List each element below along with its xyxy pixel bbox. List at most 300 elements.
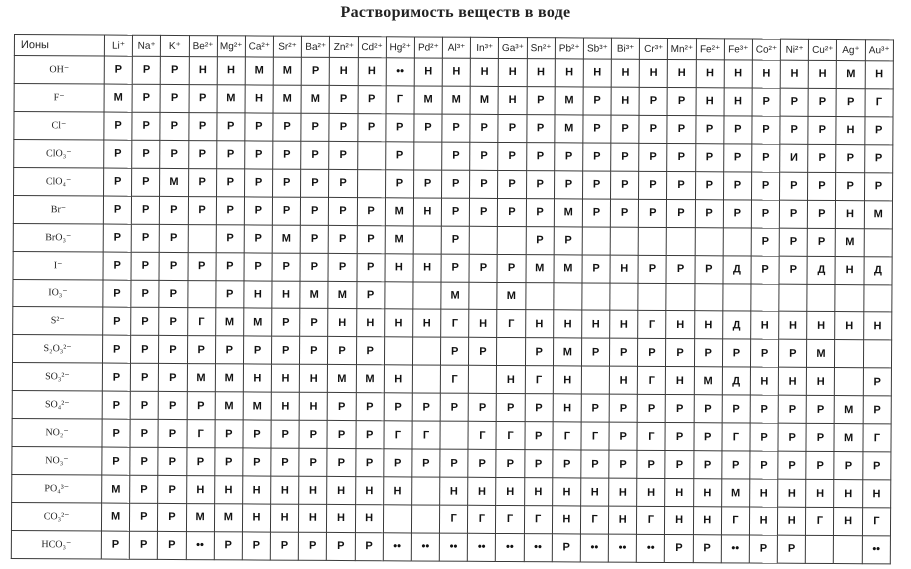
solubility-cell: Р	[132, 112, 160, 140]
cation-header: K⁺	[161, 35, 189, 56]
solubility-cell: Р	[863, 396, 892, 424]
solubility-cell: М	[835, 396, 863, 424]
solubility-cell: М	[300, 281, 328, 309]
solubility-cell: И	[780, 144, 808, 172]
solubility-cell: Н	[693, 507, 721, 535]
solubility-cell: Р	[385, 142, 413, 170]
solubility-cell: М	[328, 365, 356, 393]
solubility-cell: Р	[468, 394, 496, 422]
solubility-cell: Р	[301, 113, 329, 141]
solubility-cell: Р	[695, 171, 723, 199]
solubility-cell: Р	[356, 393, 384, 421]
solubility-cell: Г	[638, 311, 666, 339]
solubility-cell: Р	[130, 419, 158, 447]
solubility-cell: Р	[101, 531, 129, 559]
solubility-cell: Р	[834, 452, 862, 480]
solubility-cell: Н	[442, 58, 470, 86]
solubility-cell: Н	[665, 479, 693, 507]
solubility-cell: Р	[355, 449, 383, 477]
solubility-cell: Р	[723, 144, 751, 172]
solubility-cell: Н	[413, 198, 441, 226]
solubility-cell: Р	[667, 115, 695, 143]
solubility-cell: Р	[806, 396, 834, 424]
cation-header: Ba²⁺	[302, 36, 330, 57]
solubility-cell: Н	[242, 504, 270, 532]
solubility-cell: Р	[328, 253, 356, 281]
solubility-cell: Р	[102, 419, 130, 447]
solubility-cell: Р	[356, 281, 384, 309]
solubility-cell: Р	[244, 169, 272, 197]
solubility-cell: Н	[696, 60, 724, 88]
solubility-cell: Р	[189, 85, 217, 113]
solubility-cell: Н	[749, 507, 777, 535]
solubility-cell: Р	[216, 280, 244, 308]
solubility-cell: Р	[298, 532, 326, 560]
anion-label: IO₃⁻	[13, 279, 103, 307]
solubility-cell: М	[807, 340, 835, 368]
solubility-cell: Р	[384, 449, 412, 477]
cation-header: Ag⁺	[837, 40, 865, 61]
solubility-cell: Р	[441, 337, 469, 365]
solubility-cell: Р	[526, 226, 554, 254]
solubility-cell: М	[186, 504, 214, 532]
solubility-cell: Р	[694, 339, 722, 367]
solubility-cell: Н	[525, 310, 553, 338]
solubility-cell: М	[837, 61, 865, 89]
solubility-cell: Р	[384, 393, 412, 421]
solubility-cell: Р	[271, 448, 299, 476]
cation-header: Li⁺	[104, 35, 132, 56]
solubility-cell: Р	[639, 199, 667, 227]
solubility-cell: Р	[864, 172, 893, 200]
solubility-cell: Р	[132, 196, 160, 224]
solubility-cell: Н	[384, 309, 412, 337]
solubility-cell: Н	[271, 476, 299, 504]
solubility-cell: Г	[441, 310, 469, 338]
solubility-cell: Р	[498, 170, 526, 198]
solubility-cell: Р	[693, 535, 721, 563]
anion-label: Br⁻	[13, 195, 103, 223]
solubility-cell: Р	[722, 395, 750, 423]
solubility-cell: Р	[497, 254, 525, 282]
solubility-cell: ••	[439, 533, 467, 561]
solubility-cell	[806, 535, 834, 563]
solubility-cell: Н	[807, 312, 835, 340]
solubility-cell: Р	[470, 142, 498, 170]
solubility-cell: Р	[243, 420, 271, 448]
solubility-cell: Р	[159, 364, 187, 392]
solubility-cell: Н	[750, 367, 778, 395]
anion-label: I⁻	[13, 251, 103, 279]
cation-header: Pd²⁺	[414, 37, 442, 58]
solubility-cell: Р	[695, 255, 723, 283]
cation-header: Fe²⁺	[696, 39, 724, 60]
solubility-cell: Н	[271, 392, 299, 420]
solubility-cell: Н	[609, 478, 637, 506]
solubility-cell: Р	[215, 420, 243, 448]
cation-header: Zn²⁺	[330, 36, 358, 57]
solubility-cell: Р	[750, 451, 778, 479]
solubility-cell: ••	[386, 58, 414, 86]
solubility-cell: Н	[778, 479, 806, 507]
solubility-cell: Р	[216, 168, 244, 196]
solubility-cell: Р	[778, 451, 806, 479]
solubility-cell: Р	[271, 420, 299, 448]
solubility-cell: Н	[836, 116, 864, 144]
solubility-cell: Р	[214, 532, 242, 560]
solubility-cell: Р	[357, 197, 385, 225]
solubility-cell: Р	[497, 394, 525, 422]
solubility-cell: Р	[130, 475, 158, 503]
solubility-cell: Р	[723, 200, 751, 228]
solubility-cell: Р	[243, 336, 271, 364]
solubility-cell: Н	[668, 59, 696, 87]
solubility-cell: Р	[609, 422, 637, 450]
solubility-cell	[667, 227, 695, 255]
solubility-cell: Р	[836, 144, 864, 172]
solubility-cell: Р	[611, 143, 639, 171]
solubility-cell: Р	[808, 88, 836, 116]
solubility-cell: Г	[721, 507, 749, 535]
solubility-cell: Р	[244, 197, 272, 225]
solubility-cell: Р	[102, 391, 130, 419]
solubility-cell: Р	[610, 199, 638, 227]
solubility-cell: Р	[695, 116, 723, 144]
cation-header: Mg²⁺	[217, 36, 245, 57]
solubility-cell: Р	[216, 196, 244, 224]
solubility-cell: Р	[667, 199, 695, 227]
solubility-cell: Г	[638, 367, 666, 395]
solubility-cell: Р	[412, 449, 440, 477]
solubility-cell: Н	[836, 200, 864, 228]
solubility-cell	[807, 284, 835, 312]
solubility-cell: Р	[836, 88, 864, 116]
solubility-cell: Д	[722, 311, 750, 339]
solubility-cell: Р	[188, 112, 216, 140]
solubility-cell: Н	[724, 88, 752, 116]
solubility-cell	[412, 365, 440, 393]
solubility-cell: Р	[132, 56, 160, 84]
solubility-cell: Р	[469, 254, 497, 282]
solubility-cell: Р	[130, 447, 158, 475]
solubility-cell: Р	[751, 256, 779, 284]
solubility-cell: М	[834, 424, 862, 452]
solubility-cell: ••	[608, 534, 636, 562]
solubility-cell: Р	[553, 450, 581, 478]
solubility-cell: Н	[611, 59, 639, 87]
solubility-cell: Н	[527, 59, 555, 87]
solubility-cell: Р	[496, 450, 524, 478]
solubility-cell: Р	[102, 447, 130, 475]
solubility-cell: Р	[666, 255, 694, 283]
solubility-cell: Г	[865, 89, 894, 117]
anion-label: ClO₄⁻	[14, 167, 104, 195]
solubility-cell: Р	[609, 450, 637, 478]
solubility-cell: Н	[328, 309, 356, 337]
solubility-cell: Н	[639, 59, 667, 87]
solubility-cell: Р	[412, 393, 440, 421]
solubility-cell	[414, 142, 442, 170]
solubility-cell: Р	[329, 197, 357, 225]
anion-label: PO₄³⁻	[12, 475, 102, 503]
solubility-cell: Г	[722, 423, 750, 451]
cation-header: Na⁺	[133, 35, 161, 56]
solubility-cell: М	[385, 197, 413, 225]
solubility-cell: Н	[385, 253, 413, 281]
solubility-cell: Р	[583, 87, 611, 115]
solubility-cell: Р	[243, 448, 271, 476]
solubility-cell: ••	[721, 535, 749, 563]
solubility-cell: Н	[440, 477, 468, 505]
solubility-cell: Р	[498, 142, 526, 170]
anion-label: S²⁻	[13, 307, 103, 335]
solubility-cell: Р	[386, 114, 414, 142]
solubility-cell: Р	[299, 448, 327, 476]
solubility-cell: Р	[526, 115, 554, 143]
solubility-cell: Р	[329, 85, 357, 113]
solubility-cell: Р	[524, 450, 552, 478]
solubility-cell: Н	[524, 478, 552, 506]
solubility-cell: Н	[299, 504, 327, 532]
solubility-cell: Р	[525, 338, 553, 366]
solubility-cell: Р	[301, 141, 329, 169]
solubility-cell: Р	[666, 395, 694, 423]
solubility-cell: Р	[300, 309, 328, 337]
solubility-cell: Н	[413, 254, 441, 282]
solubility-cell	[554, 282, 582, 310]
solubility-cell	[384, 337, 412, 365]
solubility-cell: Р	[723, 172, 751, 200]
solubility-cell: Н	[272, 281, 300, 309]
solubility-cell: Р	[301, 197, 329, 225]
solubility-cell: Н	[383, 477, 411, 505]
solubility-cell	[638, 283, 666, 311]
solubility-cell: Р	[780, 172, 808, 200]
solubility-cell: Н	[300, 365, 328, 393]
solubility-cell: Р	[186, 448, 214, 476]
solubility-table	[11, 34, 894, 564]
solubility-cell: Н	[552, 478, 580, 506]
solubility-cell: Р	[667, 87, 695, 115]
solubility-cell: М	[301, 85, 329, 113]
solubility-cell: Г	[496, 505, 524, 533]
solubility-cell: Н	[299, 393, 327, 421]
cation-header: Ni²⁺	[780, 39, 808, 60]
solubility-cell: Р	[300, 225, 328, 253]
solubility-cell: М	[385, 225, 413, 253]
cation-header: Sb³⁺	[583, 38, 611, 59]
solubility-cell: Н	[637, 478, 665, 506]
solubility-cell	[412, 477, 440, 505]
solubility-cell	[412, 337, 440, 365]
solubility-cell: Р	[158, 392, 186, 420]
solubility-cell: Р	[270, 532, 298, 560]
solubility-cell: Р	[468, 449, 496, 477]
solubility-cell: Р	[131, 252, 159, 280]
solubility-cell: Р	[780, 116, 808, 144]
solubility-cell: М	[243, 392, 271, 420]
solubility-cell: Н	[497, 366, 525, 394]
solubility-cell: Р	[469, 338, 497, 366]
solubility-cell: Р	[187, 392, 215, 420]
solubility-cell: Р	[132, 84, 160, 112]
solubility-cell	[357, 141, 385, 169]
solubility-cell: М	[101, 503, 129, 531]
solubility-cell: Р	[130, 364, 158, 392]
cation-header: Ga³⁺	[499, 37, 527, 58]
solubility-cell: Р	[327, 421, 355, 449]
solubility-cell: Р	[665, 534, 693, 562]
solubility-cell: Р	[132, 140, 160, 168]
solubility-cell: М	[272, 225, 300, 253]
solubility-cell: Н	[553, 310, 581, 338]
solubility-cell: Н	[384, 365, 412, 393]
solubility-cell: Р	[665, 451, 693, 479]
solubility-cell: М	[356, 365, 384, 393]
solubility-cell: Р	[131, 308, 159, 336]
solubility-cell: Р	[751, 200, 779, 228]
solubility-cell: Р	[777, 535, 805, 563]
solubility-cell: М	[554, 254, 582, 282]
solubility-cell: Р	[695, 143, 723, 171]
solubility-cell	[694, 283, 722, 311]
solubility-cell: Р	[272, 309, 300, 337]
solubility-cell: Р	[102, 363, 130, 391]
solubility-cell: Н	[609, 366, 637, 394]
solubility-cell: Н	[750, 479, 778, 507]
solubility-cell: Н	[808, 60, 836, 88]
solubility-cell: Р	[131, 336, 159, 364]
solubility-cell: Р	[637, 450, 665, 478]
solubility-cell	[582, 227, 610, 255]
solubility-cell	[751, 284, 779, 312]
solubility-cell: Р	[526, 198, 554, 226]
solubility-cell: Р	[441, 198, 469, 226]
solubility-cell: Р	[215, 336, 243, 364]
solubility-cell: Р	[130, 391, 158, 419]
solubility-cell: Г	[384, 421, 412, 449]
solubility-cell: Н	[863, 312, 892, 340]
cation-header: Hg²⁺	[386, 37, 414, 58]
solubility-cell: Г	[496, 422, 524, 450]
solubility-cell: ••	[186, 531, 214, 559]
solubility-cell: Р	[470, 114, 498, 142]
solubility-cell: Р	[807, 228, 835, 256]
solubility-cell: М	[160, 168, 188, 196]
solubility-cell: Г	[524, 506, 552, 534]
cation-header: Bi³⁺	[611, 38, 639, 59]
solubility-cell: Н	[865, 61, 894, 89]
solubility-cell: Р	[498, 198, 526, 226]
solubility-cell: М	[273, 57, 301, 85]
solubility-cell: Р	[272, 336, 300, 364]
solubility-cell: Н	[356, 309, 384, 337]
solubility-cell	[188, 224, 216, 252]
solubility-cell: Н	[271, 364, 299, 392]
solubility-cell: Г	[386, 86, 414, 114]
solubility-cell: Г	[440, 365, 468, 393]
solubility-cell: Н	[553, 366, 581, 394]
solubility-cell: Н	[413, 309, 441, 337]
cation-header: Be²⁺	[189, 36, 217, 57]
solubility-cell: Н	[327, 504, 355, 532]
solubility-cell: Р	[779, 228, 807, 256]
solubility-cell: Н	[780, 60, 808, 88]
solubility-cell: Р	[778, 395, 806, 423]
solubility-cell: ••	[637, 534, 665, 562]
solubility-cell: Н	[582, 310, 610, 338]
solubility-cell: Р	[583, 115, 611, 143]
solubility-cell: Р	[666, 339, 694, 367]
solubility-cell	[834, 535, 862, 563]
solubility-cell: Р	[301, 57, 329, 85]
solubility-cell: Р	[581, 338, 609, 366]
solubility-cell: Р	[132, 168, 160, 196]
solubility-cell: Г	[412, 421, 440, 449]
solubility-cell	[610, 227, 638, 255]
solubility-cell: Н	[694, 311, 722, 339]
solubility-cell: Р	[752, 144, 780, 172]
solubility-cell: Н	[862, 480, 891, 508]
solubility-cell: Р	[639, 171, 667, 199]
solubility-cell: Р	[217, 113, 245, 141]
solubility-cell	[864, 228, 893, 256]
solubility-cell: Р	[694, 395, 722, 423]
solubility-cell: М	[215, 392, 243, 420]
solubility-cell: Р	[327, 449, 355, 477]
solubility-cell: Р	[638, 339, 666, 367]
solubility-cell: Н	[610, 311, 638, 339]
solubility-cell: Р	[188, 140, 216, 168]
cation-header: Sr²⁺	[273, 36, 301, 57]
solubility-cell: Р	[470, 198, 498, 226]
solubility-cell: Р	[129, 531, 157, 559]
solubility-cell: Н	[778, 507, 806, 535]
solubility-cell: Р	[750, 395, 778, 423]
solubility-cell: Р	[104, 56, 132, 84]
solubility-cell: ••	[580, 534, 608, 562]
solubility-cell: Г	[863, 424, 892, 452]
solubility-cell: Р	[442, 114, 470, 142]
solubility-cell: Р	[441, 226, 469, 254]
solubility-cell: Р	[103, 196, 131, 224]
solubility-cell	[413, 281, 441, 309]
solubility-cell	[835, 284, 863, 312]
solubility-cell: Р	[130, 503, 158, 531]
solubility-cell: Н	[752, 60, 780, 88]
solubility-cell: Р	[159, 252, 187, 280]
solubility-cell: М	[214, 504, 242, 532]
solubility-cell: Н	[355, 505, 383, 533]
solubility-cell: Н	[696, 88, 724, 116]
solubility-cell: Н	[499, 58, 527, 86]
solubility-cell: Г	[440, 505, 468, 533]
solubility-cell: М	[836, 228, 864, 256]
solubility-cell: Г	[553, 422, 581, 450]
solubility-cell: М	[102, 475, 130, 503]
solubility-cell: Р	[440, 449, 468, 477]
solubility-cell: Н	[270, 504, 298, 532]
solubility-cell: Р	[836, 172, 864, 200]
solubility-cell: Р	[498, 114, 526, 142]
solubility-cell: Н	[779, 312, 807, 340]
solubility-cell: Р	[131, 224, 159, 252]
anion-label: F⁻	[14, 83, 104, 111]
solubility-cell: Г	[637, 506, 665, 534]
solubility-cell: Р	[667, 143, 695, 171]
anion-label: NO₃⁻	[12, 447, 102, 475]
solubility-cell: Р	[442, 170, 470, 198]
